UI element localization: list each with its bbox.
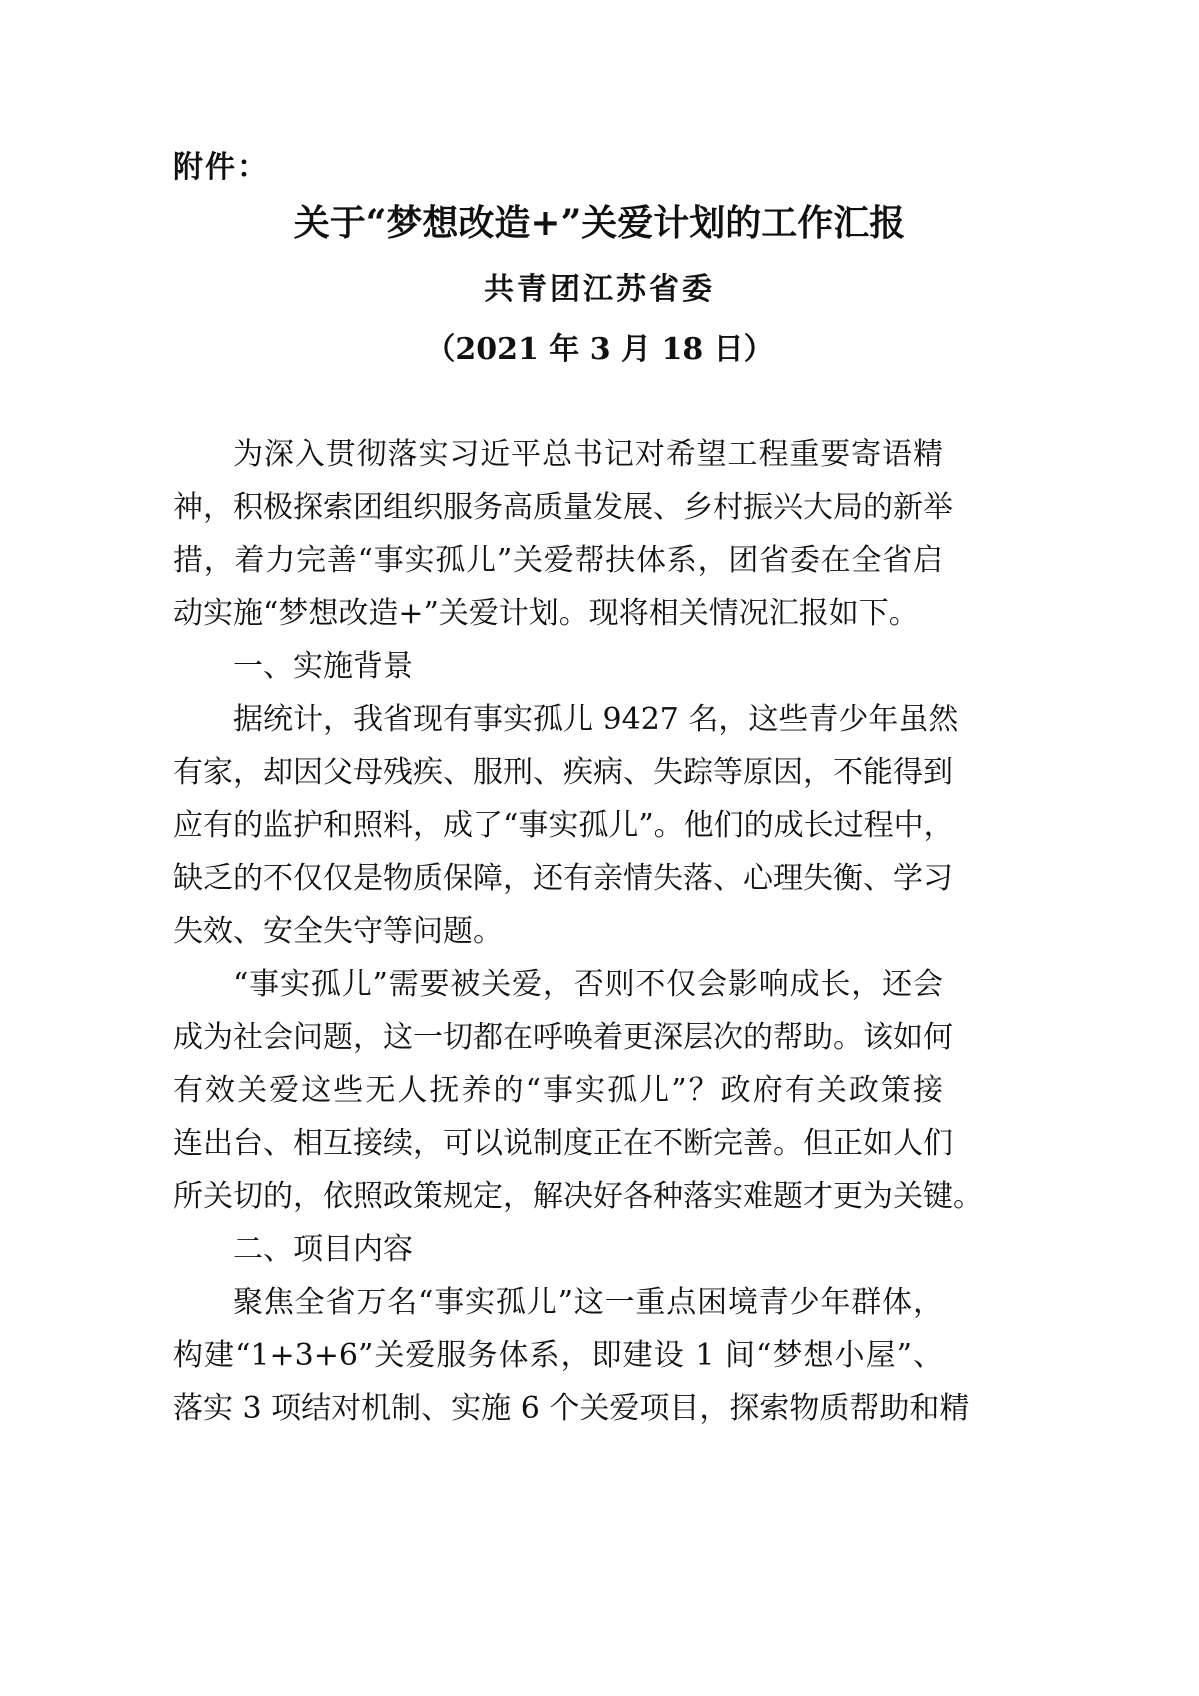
paragraph-line: 成为社会问题，这一切都在呼唤着更深层次的帮助。该如何: [173, 1020, 953, 1055]
paragraph-line: 缺乏的不仅仅是物质保障，还有亲情失落、心理失衡、学习: [173, 861, 953, 896]
paragraph-line: 据统计，我省现有事实孤儿 9427 名，这些青少年虽然: [233, 702, 959, 737]
paragraph-line: 聚焦全省万名“事实孤儿”这一重点困境青少年群体，: [233, 1285, 943, 1320]
paragraph-line: 所关切的，依照政策规定，解决好各种落实难题才更为关键。: [173, 1179, 983, 1214]
paragraph-line: 构建“1+3+6”关爱服务体系，即建设 1 间“梦想小屋”、: [173, 1338, 943, 1373]
attachment-label: 附件：: [173, 150, 269, 185]
document-title: 关于“梦想改造+”关爱计划的工作汇报: [293, 202, 906, 244]
paragraph-line: 为深入贯彻落实习近平总书记对希望工程重要寄语精: [233, 437, 943, 472]
paragraph-line: 连出台、相互接续，可以说制度正在不断完善。但正如人们: [173, 1126, 953, 1161]
paragraph-line: 应有的监护和照料，成了“事实孤儿”。他们的成长过程中，: [173, 808, 954, 843]
paragraph-line: 失效、安全失守等问题。: [173, 914, 503, 949]
section-heading-1: 一、实施背景: [233, 649, 413, 684]
paragraph-line: 神，积极探索团组织服务高质量发展、乡村振兴大局的新举: [173, 490, 953, 525]
paragraph-line: 措，着力完善“事实孤儿”关爱帮扶体系，团省委在全省启: [173, 543, 943, 578]
section-heading-2: 二、项目内容: [233, 1232, 413, 1267]
paragraph-line: “事实孤儿”需要被关爱，否则不仅会影响成长，还会: [233, 967, 943, 1002]
document-date: （2021 年 3 月 18 日）: [425, 332, 774, 367]
paragraph-line: 有家，却因父母残疾、服刑、疾病、失踪等原因，不能得到: [173, 755, 953, 790]
paragraph-line: 落实 3 项结对机制、实施 6 个关爱项目，探索物质帮助和精: [173, 1391, 970, 1426]
paragraph-line: 动实施“梦想改造+”关爱计划。现将相关情况汇报如下。: [173, 596, 919, 631]
paragraph-line: 有效关爱这些无人抚养的“事实孤儿”？政府有关政策接: [173, 1073, 943, 1108]
issuing-organization: 共青团江苏省委: [484, 272, 715, 307]
